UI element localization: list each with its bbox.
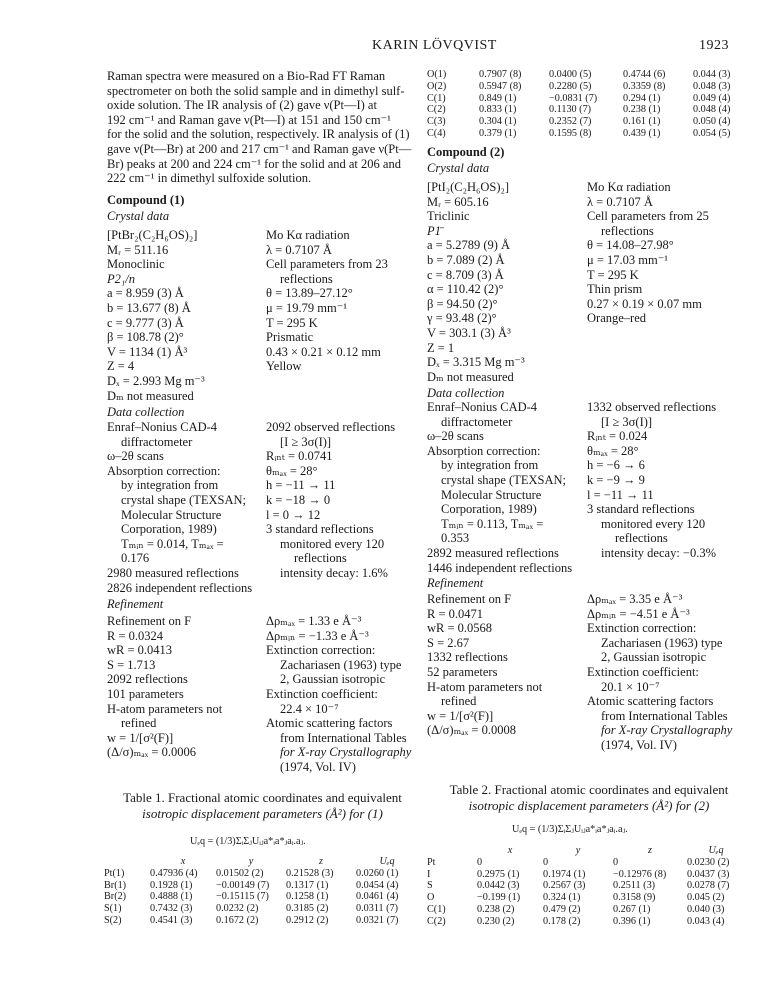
data-line: Dₓ = 2.993 Mg m⁻³ [107, 373, 205, 388]
data-line: Δρₘᵢₙ = −4.51 e Å⁻³ [587, 606, 690, 621]
compound2-refinement-right [587, 592, 732, 753]
data-line: 101 parameters [107, 686, 184, 701]
data-line: Z = 1 [427, 340, 455, 355]
data-line: Dₓ = 3.315 Mg m⁻³ [427, 355, 525, 370]
caption-line: Table 2. Fractional atomic coordinates and equivalent [449, 782, 729, 797]
data-line: Molecular Structure [441, 487, 542, 502]
data-line: λ = 0.7107 Å [266, 242, 332, 257]
text-line: gave ν(Pt—Br) at 200 and 217 cm⁻¹ and Raman gave ν(Pt— [107, 141, 412, 156]
table-row [427, 93, 743, 105]
data-line: crystal shape (TEXSAN; [121, 492, 246, 507]
compound2-collection-right [587, 400, 716, 561]
data-line: l = 0 → 12 [266, 507, 321, 522]
column-header: y [248, 856, 254, 867]
data-line: θ = 14.08–27.98° [587, 238, 674, 253]
data-line: 1332 reflections [427, 650, 508, 665]
table-cell: 0.0461 (4) [356, 891, 399, 903]
data-line: w = 1/[σ²(F)] [107, 730, 174, 745]
data-line: from International Tables [601, 708, 728, 723]
table-header-row [104, 856, 418, 868]
compound2-refinement-heading: Refinement [427, 576, 484, 590]
data-line: [PtI₂(C₂H₆OS)₂] [427, 180, 510, 194]
table-cell: 0.0260 (1) [356, 867, 399, 879]
compound2-crystal-left [427, 180, 525, 384]
table-cell: 0.238 (2) [477, 903, 515, 915]
table-cell: 0.379 (1) [479, 127, 517, 139]
table-row [427, 116, 743, 128]
data-line: Absorption correction: [107, 463, 221, 478]
table-cell: 0.1672 (2) [216, 914, 259, 926]
compound2-title: Compound (2) [427, 145, 505, 159]
column-header: z [648, 845, 652, 856]
data-line: (1974, Vol. IV) [280, 759, 356, 774]
caption-line: isotropic displacement parameters (Å²) for (1) [142, 806, 383, 821]
table-cell: 0.439 (1) [623, 127, 661, 139]
text-line: Raman spectra were measured on a Bio-Rad FT Raman [107, 69, 386, 83]
data-line: Monoclinic [107, 257, 165, 272]
data-line: β = 94.50 (2)° [427, 296, 498, 311]
data-line: from International Tables [280, 730, 407, 745]
data-line: Triclinic [427, 209, 470, 224]
data-line: k = −9 → 9 [587, 472, 645, 487]
data-line: a = 5.2789 (9) Å [427, 238, 511, 253]
table-cell: 0.4541 (3) [150, 914, 193, 926]
data-line: R = 0.0324 [107, 628, 164, 643]
data-line: 2, Gaussian isotropic [601, 650, 707, 665]
table-cell: 0.5947 (8) [479, 80, 522, 92]
table-cell: 0.849 (1) [479, 92, 517, 104]
data-line: P2₁/n [107, 271, 135, 286]
table-row [427, 81, 743, 93]
column-header: x [507, 845, 513, 856]
data-line: Extinction coefficient: [587, 664, 699, 679]
data-line: crystal shape (TEXSAN; [441, 472, 566, 487]
data-line: Molecular Structure [121, 507, 222, 522]
table-cell: 0.1928 (1) [150, 879, 193, 891]
table-row [427, 128, 743, 140]
compound1-collection-heading: Data collection [107, 405, 185, 419]
table-row [104, 880, 418, 892]
table1-continuation [427, 69, 743, 140]
data-line: Thin prism [587, 282, 643, 297]
data-line: ω–2θ scans [107, 449, 164, 464]
data-line: diffractometer [441, 414, 513, 429]
column-header: y [575, 845, 581, 856]
table-cell: 0.2511 (3) [613, 880, 656, 892]
atom-label: O(1) [427, 69, 447, 80]
table-cell: 0.0230 (2) [687, 856, 730, 868]
atom-label: C(2) [427, 915, 446, 927]
data-line: 2826 independent reflections [107, 580, 253, 595]
data-line: refined [121, 716, 157, 731]
data-line: Δρₘᵢₙ = −1.33 e Å⁻³ [266, 628, 369, 643]
data-line: 2892 measured reflections [427, 545, 559, 560]
compound1-crystal-right [266, 228, 388, 374]
compound2-crystal-right [587, 180, 709, 326]
data-line: Refinement on F [427, 592, 512, 606]
table-cell: 0 [477, 856, 483, 868]
table-row [427, 892, 745, 904]
compound2-crystal-heading: Crystal data [427, 161, 490, 175]
table-cell: 0.0454 (4) [356, 879, 399, 891]
data-line: [I ≥ 3σ(I)] [280, 434, 332, 449]
table2 [427, 845, 745, 928]
table-row [104, 915, 418, 927]
data-line: Yellow [266, 359, 302, 374]
data-line: ω–2θ scans [427, 429, 484, 444]
table-cell: 0.3158 (9) [613, 892, 656, 904]
data-line: Prismatic [266, 330, 314, 345]
data-line: intensity decay: −0.3% [601, 545, 717, 560]
data-line: by integration from [121, 478, 219, 493]
table-cell: 0.47936 (4) [150, 867, 198, 879]
data-line: Atomic scattering factors [266, 716, 393, 731]
compound1-collection-left [107, 420, 252, 595]
compound1-refinement-right [266, 614, 411, 775]
running-header-author: KARIN LÖVQVIST [372, 38, 497, 53]
data-line: Enraf–Nonius CAD-4 [427, 400, 538, 414]
table-row [104, 868, 418, 880]
atom-label: C(4) [427, 127, 446, 139]
data-line: Mᵣ = 511.16 [107, 242, 169, 257]
table-header-row [427, 845, 745, 857]
data-line: Mᵣ = 605.16 [427, 194, 489, 209]
data-line: Tₘᵢₙ = 0.014, Tₘₐₓ = [121, 536, 224, 551]
table-cell: 0.1317 (1) [286, 879, 329, 891]
data-line: α = 110.42 (2)° [427, 282, 504, 297]
data-line: P1̄ [427, 223, 441, 238]
compound2-collection-heading: Data collection [427, 386, 505, 400]
compound2-refinement-left [427, 592, 542, 738]
compound2-collection-left [427, 400, 572, 575]
compound1-collection-right [266, 420, 395, 581]
table-cell: 0.396 (1) [613, 915, 651, 927]
data-line: θ = 13.89–27.12° [266, 286, 353, 301]
data-line: Rᵢₙₜ = 0.0741 [266, 449, 333, 464]
data-line: Zachariasen (1963) type [280, 657, 402, 672]
table-cell: 0.178 (2) [543, 915, 581, 927]
data-line: for X-ray Crystallography [601, 723, 733, 738]
data-line: diffractometer [121, 434, 193, 449]
table-cell: 0.3359 (8) [623, 80, 666, 92]
data-line: (1974, Vol. IV) [601, 737, 677, 752]
atom-label: S [427, 880, 433, 892]
data-line: 1332 observed reflections [587, 400, 717, 414]
table-cell: 0.049 (4) [693, 92, 731, 104]
column-header [427, 845, 477, 857]
data-line: Tₘᵢₙ = 0.113, Tₘₐₓ = [441, 516, 544, 531]
column-header: x [180, 856, 186, 867]
data-line: Extinction coefficient: [266, 686, 378, 701]
data-line: Dₘ not measured [107, 388, 194, 403]
data-line: Mo Kα radiation [266, 228, 350, 242]
data-line: S = 1.713 [107, 657, 156, 672]
data-line: 0.43 × 0.21 × 0.12 mm [266, 344, 381, 359]
data-line: 2092 observed reflections [266, 420, 396, 434]
table-row [427, 880, 745, 892]
table-cell: 0.1974 (1) [543, 868, 586, 880]
text-line: oxide solution. The IR analysis of (2) gave ν(Pt—I) at [107, 98, 377, 113]
data-line: (Δ/σ)ₘₐₓ = 0.0008 [427, 723, 516, 738]
table-cell: 0.304 (1) [479, 116, 517, 128]
data-line: Atomic scattering factors [587, 694, 714, 709]
table-cell: 0.0321 (7) [356, 914, 399, 926]
data-line: 0.176 [121, 551, 150, 566]
text-line: 222 cm⁻¹ in dimethyl sulfoxide solution. [107, 171, 312, 186]
caption-line: isotropic displacement parameters (Å²) for (2) [468, 798, 710, 813]
table-cell: 0.1595 (8) [549, 127, 592, 139]
table-row [427, 869, 745, 881]
table-cell: 0.0311 (7) [356, 903, 399, 915]
data-line: 22.4 × 10⁻⁷ [280, 701, 339, 716]
atom-label: C(2) [427, 104, 446, 116]
table-cell: −0.00149 (7) [216, 879, 270, 891]
table-cell: 0.044 (3) [693, 69, 731, 80]
text-line: 192 cm⁻¹ and Raman gave ν(Pt—I) at 151 and 150 cm⁻¹ [107, 112, 391, 127]
data-line: 3 standard reflections [266, 522, 374, 537]
data-line: h = −11 → 11 [266, 478, 336, 493]
table2-caption [424, 782, 754, 814]
data-line: Rᵢₙₜ = 0.024 [587, 429, 648, 444]
data-line: l = −11 → 11 [587, 487, 654, 502]
atom-label: I [427, 868, 431, 880]
compound1-crystal-left [107, 228, 205, 403]
atom-label: Br(2) [104, 891, 127, 903]
table-cell: 0.054 (5) [693, 127, 731, 139]
data-line: β = 108.78 (2)° [107, 330, 184, 345]
compound1-title: Compound (1) [107, 193, 185, 207]
data-line: H-atom parameters not [427, 679, 543, 694]
table-cell: 0.238 (1) [623, 104, 661, 116]
table-cell: 0.267 (1) [613, 903, 651, 915]
table-cell: 0.230 (2) [477, 915, 515, 927]
text-line: spectrometer on both the solid sample and in dimethyl sulf- [107, 83, 405, 98]
data-line: Corporation, 1989) [441, 502, 537, 517]
table-cell: 0.294 (1) [623, 92, 661, 104]
atom-label: Pt [427, 856, 436, 868]
data-line: a = 8.959 (3) Å [107, 286, 184, 301]
table-cell: 0.3185 (2) [286, 903, 329, 915]
table-row [427, 916, 745, 928]
data-line: Enraf–Nonius CAD-4 [107, 420, 218, 434]
data-line: for X-ray Crystallography [280, 745, 412, 760]
data-line: 0.353 [441, 531, 470, 546]
data-line: Δρₘₐₓ = 1.33 e Å⁻³ [266, 614, 362, 628]
data-line: Extinction correction: [587, 621, 697, 636]
data-line: μ = 19.79 mm⁻¹ [266, 300, 348, 315]
data-line: b = 13.677 (8) Å [107, 300, 191, 315]
data-line: Cell parameters from 23 [266, 257, 388, 272]
table1-formula: Uₑq = (1/3)ΣᵢΣⱼUᵢⱼa*ᵢa*ⱼaᵢ.aⱼ. [190, 836, 306, 847]
data-line: reflections [615, 531, 668, 546]
table1-caption [100, 790, 425, 822]
atom-label: C(1) [427, 92, 446, 104]
atom-label: S(2) [104, 914, 122, 926]
table-cell: 0.833 (1) [479, 104, 517, 116]
intro-paragraph [107, 69, 412, 186]
data-line: 2, Gaussian isotropic [280, 672, 386, 687]
atom-label: C(1) [427, 903, 446, 915]
data-line: [I ≥ 3σ(I)] [601, 414, 653, 429]
table-cell: 0.048 (3) [693, 80, 731, 92]
data-line: h = −6 → 6 [587, 458, 645, 473]
atom-label: S(1) [104, 903, 122, 915]
data-line: Corporation, 1989) [121, 522, 217, 537]
data-line: θₘₐₓ = 28° [266, 463, 318, 478]
table-cell: 0.479 (2) [543, 903, 581, 915]
table-cell: 0.043 (4) [687, 915, 725, 927]
table-cell: 0.7907 (8) [479, 69, 522, 80]
data-line: μ = 17.03 mm⁻¹ [587, 252, 669, 267]
data-line: b = 7.089 (2) Å [427, 252, 505, 267]
table-cell: 0.01502 (2) [216, 867, 264, 879]
table-row [104, 891, 418, 903]
data-line: 1446 independent reflections [427, 560, 573, 575]
table-cell: 0.2975 (1) [477, 868, 520, 880]
data-line: w = 1/[σ²(F)] [427, 708, 494, 723]
compound1-refinement-left [107, 614, 222, 760]
table-cell: 0.1130 (7) [549, 104, 592, 116]
table-cell: 0.21528 (3) [286, 867, 334, 879]
data-line: Δρₘₐₓ = 3.35 e Å⁻³ [587, 592, 683, 606]
table-row [427, 857, 745, 869]
data-line: Zachariasen (1963) type [601, 635, 723, 650]
table-cell: 0 [613, 856, 619, 868]
compound1-refinement-heading: Refinement [107, 597, 164, 611]
table-cell: 0.040 (3) [687, 903, 725, 915]
data-line: (Δ/σ)ₘₐₓ = 0.0006 [107, 745, 196, 760]
table-row [427, 904, 745, 916]
data-line: V = 1134 (1) Å³ [107, 344, 188, 359]
data-line: 0.27 × 0.19 × 0.07 mm [587, 296, 702, 311]
data-line: 2092 reflections [107, 672, 188, 687]
data-line: wR = 0.0568 [427, 621, 493, 636]
table-cell: 0.0232 (2) [216, 903, 259, 915]
data-line: Z = 4 [107, 359, 135, 374]
data-line: 20.1 × 10⁻⁷ [601, 679, 660, 694]
column-header: Uₑq [708, 845, 724, 856]
data-line: Dₘ not measured [427, 369, 514, 384]
data-line: wR = 0.0413 [107, 643, 173, 658]
data-line: H-atom parameters not [107, 701, 223, 716]
page-number: 1923 [699, 38, 729, 53]
atom-label: Br(1) [104, 879, 127, 891]
data-line: λ = 0.7107 Å [587, 194, 653, 209]
column-header [104, 856, 150, 868]
atom-label: Pt(1) [104, 867, 125, 879]
column-header: z [319, 856, 323, 867]
table-cell: 0.0400 (5) [549, 69, 592, 80]
table-cell: 0.2280 (5) [549, 80, 592, 92]
table-cell: 0.2912 (2) [286, 914, 329, 926]
table-cell: 0.2567 (3) [543, 880, 586, 892]
data-line: k = −18 → 0 [266, 492, 331, 507]
data-line: R = 0.0471 [427, 606, 484, 621]
data-line: T = 295 K [266, 315, 318, 330]
data-line: reflections [280, 271, 333, 286]
text-line: Br) peaks at 200 and 224 cm⁻¹ for the solid and at 206 and [107, 156, 401, 171]
data-line: c = 9.777 (3) Å [107, 315, 184, 330]
table-cell: 0.050 (4) [693, 116, 731, 128]
data-line: Refinement on F [107, 614, 192, 628]
data-line: reflections [601, 223, 654, 238]
data-line: [PtBr₂(C₂H₆OS)₂] [107, 228, 198, 242]
compound1-crystal-heading: Crystal data [107, 209, 170, 223]
table-cell: 0.4888 (1) [150, 891, 193, 903]
data-line: intensity decay: 1.6% [280, 565, 388, 580]
table2-formula: Uₑq = (1/3)ΣᵢΣⱼUᵢⱼa*ᵢa*ⱼaᵢ.aⱼ. [512, 824, 628, 835]
data-line: Mo Kα radiation [587, 180, 671, 194]
table-cell: 0.324 (1) [543, 892, 581, 904]
table-cell: −0.12976 (8) [613, 868, 667, 880]
table-cell: 0.0278 (7) [687, 880, 730, 892]
data-line: T = 295 K [587, 267, 639, 282]
atom-label: C(3) [427, 116, 446, 128]
table-cell: −0.15115 (7) [216, 891, 269, 903]
table-cell: 0.048 (4) [693, 104, 731, 116]
table-cell: −0.0831 (7) [549, 92, 598, 104]
data-line: c = 8.709 (3) Å [427, 267, 504, 282]
table1 [104, 856, 418, 927]
table-cell: −0.199 (1) [477, 892, 521, 904]
atom-label: O [427, 892, 435, 904]
data-line: refined [441, 694, 477, 709]
data-line: Absorption correction: [427, 443, 541, 458]
data-line: 3 standard reflections [587, 502, 695, 517]
atom-label: O(2) [427, 80, 447, 92]
table-cell: 0.2352 (7) [549, 116, 592, 128]
table-cell: 0.045 (2) [687, 892, 725, 904]
data-line: 2980 measured reflections [107, 565, 239, 580]
data-line: 52 parameters [427, 664, 498, 679]
data-line: Extinction correction: [266, 643, 376, 658]
data-line: θₘₐₓ = 28° [587, 443, 639, 458]
text-line: for the solid and the solution, respectively. IR analysis of (1) [107, 127, 410, 142]
table-cell: 0.1258 (1) [286, 891, 329, 903]
table-row [104, 903, 418, 915]
data-line: by integration from [441, 458, 539, 473]
column-header: Uₑq [379, 856, 395, 867]
table-row [427, 69, 743, 81]
table-cell: 0.0442 (3) [477, 880, 520, 892]
caption-line: Table 1. Fractional atomic coordinates and equivalent [123, 790, 402, 805]
table-row [427, 104, 743, 116]
table-cell: 0.7432 (3) [150, 903, 193, 915]
table-cell: 0.0437 (3) [687, 868, 730, 880]
data-line: Orange–red [587, 311, 646, 326]
data-line: monitored every 120 [601, 516, 706, 531]
table-cell: 0 [543, 856, 549, 868]
table-cell: 0.4744 (6) [623, 69, 666, 80]
data-line: γ = 93.48 (2)° [427, 311, 497, 326]
data-line: reflections [294, 551, 347, 566]
table-cell: 0.161 (1) [623, 116, 661, 128]
data-line: monitored every 120 [280, 536, 385, 551]
data-line: S = 2.67 [427, 635, 470, 650]
data-line: V = 303.1 (3) Å³ [427, 325, 511, 340]
data-line: Cell parameters from 25 [587, 209, 709, 224]
